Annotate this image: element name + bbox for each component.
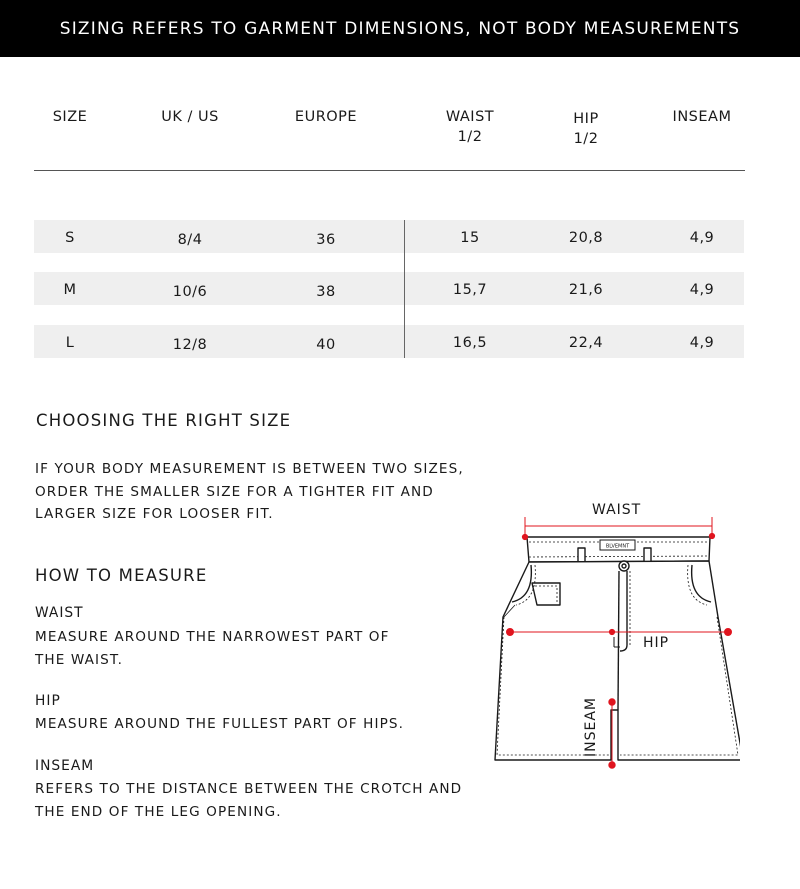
header-hip: HIP 1/2 bbox=[573, 111, 599, 147]
header-europe: EUROPE bbox=[294, 109, 358, 125]
cell-waist: 16,5 bbox=[452, 335, 488, 351]
inseam-text: REFERS TO THE DISTANCE BETWEEN THE CROTCH AND THE END OF THE LEG OPENING. bbox=[35, 781, 463, 820]
choosing-title: CHOOSING THE RIGHT SIZE bbox=[36, 411, 292, 430]
header-inseam: INSEAM bbox=[672, 109, 732, 125]
cell-size: M bbox=[63, 282, 77, 298]
cell-hip: 20,8 bbox=[568, 230, 604, 246]
header-divider bbox=[34, 170, 745, 171]
cell-ukus: 10/6 bbox=[172, 284, 208, 300]
cell-inseam: 4,9 bbox=[689, 282, 715, 298]
header-ukus: UK / US bbox=[161, 109, 219, 125]
button-icon bbox=[619, 561, 629, 571]
inseam-label: INSEAM bbox=[35, 758, 95, 774]
diagram-inseam-label: INSEAM bbox=[583, 697, 599, 757]
table-row bbox=[34, 272, 744, 305]
brand-tag-text: BLVEMNT bbox=[605, 543, 630, 550]
diagram-waist-label: WAIST bbox=[592, 502, 642, 518]
cell-inseam: 4,9 bbox=[689, 335, 715, 351]
sizing-banner bbox=[0, 0, 800, 57]
cell-europe: 36 bbox=[316, 232, 336, 248]
cell-size: S bbox=[65, 230, 75, 246]
cell-hip: 21,6 bbox=[568, 282, 604, 298]
table-row bbox=[34, 220, 744, 253]
cell-hip: 22,4 bbox=[568, 335, 604, 351]
banner-text: SIZING REFERS TO GARMENT DIMENSIONS, NOT BODY MEASUREMENTS bbox=[59, 18, 741, 39]
column-divider bbox=[404, 220, 405, 358]
cell-inseam: 4,9 bbox=[689, 230, 715, 246]
cell-waist: 15 bbox=[460, 230, 480, 246]
cell-size: L bbox=[65, 335, 75, 351]
cell-ukus: 8/4 bbox=[177, 232, 203, 248]
how-to-measure-title: HOW TO MEASURE bbox=[35, 566, 208, 585]
header-size: SIZE bbox=[52, 109, 88, 125]
skirt-body bbox=[495, 561, 740, 760]
waist-label: WAIST bbox=[35, 605, 84, 621]
cell-europe: 38 bbox=[316, 284, 336, 300]
diagram-hip-label: HIP bbox=[643, 635, 670, 651]
choosing-text: IF YOUR BODY MEASUREMENT IS BETWEEN TWO SIZES, ORDER THE SMALLER SIZE FOR A TIGHTER FIT AND LARGER SIZE FOR LOOSER FIT. bbox=[35, 461, 464, 522]
skirt-diagram bbox=[490, 505, 740, 780]
cell-waist: 15,7 bbox=[452, 282, 488, 298]
header-waist: WAIST 1/2 bbox=[445, 109, 495, 145]
hip-text: MEASURE AROUND THE FULLEST PART OF HIPS. bbox=[35, 716, 405, 732]
hip-marker-right bbox=[725, 629, 732, 636]
cell-europe: 40 bbox=[316, 337, 336, 353]
hip-marker-left bbox=[507, 629, 514, 636]
hip-label: HIP bbox=[35, 693, 61, 709]
table-row bbox=[34, 325, 744, 358]
waist-text: MEASURE AROUND THE NARROWEST PART OF THE WAIST. bbox=[35, 629, 390, 668]
cell-ukus: 12/8 bbox=[172, 337, 208, 353]
